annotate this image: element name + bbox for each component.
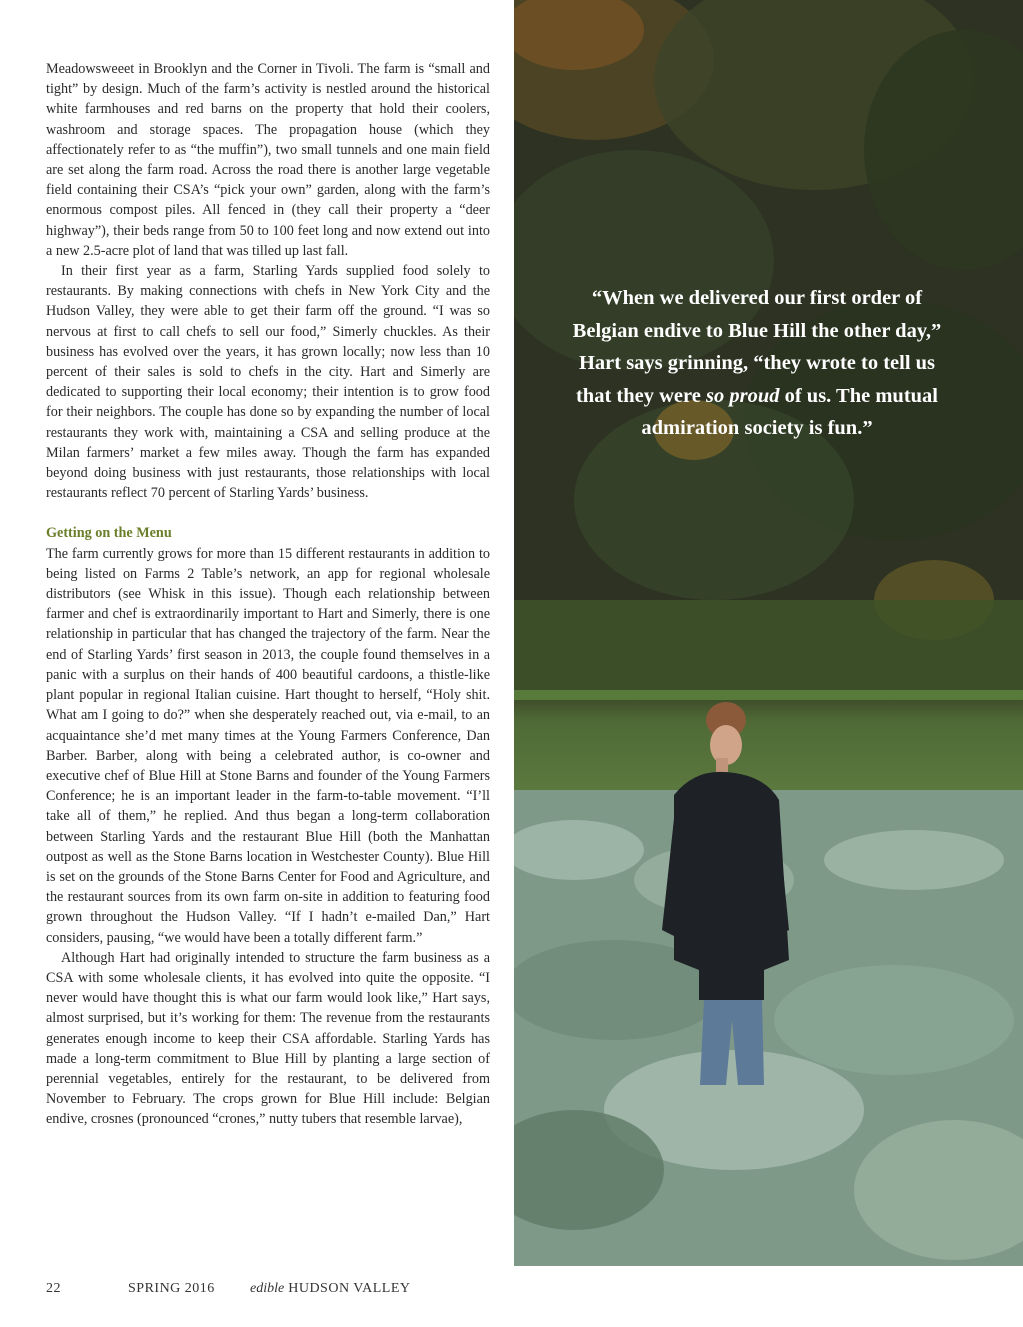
paragraph: The farm currently grows for more than 15 different restaurants in addition to being listed on Farms 2 Table’s network, an app for regional wholesale distributors (see Whisk in this issue). Though each relationship between farmer and chef is extraordinarily important to Hart and Simerly, there is one relationship in particular that has changed the trajectory of the farm. Near the end of Starling Yards’ first season in 2013, the couple found themselves in a panic with a surplus on their hands of 400 beautiful cardoons, a thistle-like plant popular in regional Italian cuisine. Hart thought to herself, “Holy shit. What am I going to do?” when she desperately reached out, via e-mail, to an acquaintance she’d met many times at the Young Farmers Conference, Dan Barber. Barber, along with being a celebrated author, is co-owner and executive chef of Blue Hill at Stone Barns and founder of the Young Farmers Conference; he is an important leader in the farm-to-table movement. “I’ll take all of them,” he replied. And thus began a long-term collaboration between Starling Yards and the restaurant Blue Hill (both the Manhattan outpost as well as the Stone Barns location in Westchester County). Blue Hill is set on the grounds of the Stone Barns Center for Food and Agriculture, and the restaurant sources from its own farm on-site in addition to featuring food grown throughout the Hudson Valley. “If I hadn’t e-mailed Dan,” Hart considers, pausing, “we would have been a totally different farm.” (46, 545, 490, 946)
magazine-name-text: HUDSON VALLEY (288, 1281, 411, 1296)
article-body (46, 59, 490, 1130)
section-heading: Getting on the Menu (46, 525, 172, 542)
pull-quote (572, 282, 942, 445)
pull-quote-emphasis: so proud (705, 384, 780, 407)
pull-quote-text-end: of us. The mutual admiration society is fun.” (641, 384, 939, 439)
magazine-name-italic: edible (250, 1281, 285, 1296)
magazine-name (250, 1281, 411, 1297)
paragraph: Although Hart had originally intended to structure the farm business as a CSA with some wholesale clients, it has evolved into quite the opposite. “I never would have thought this is what our farm would look like,” Hart says, almost surprised, but it’s working for them: The revenue from the restaurants generates enough income to keep their CSA affordable. Starling Yards has made a long-term commitment to Blue Hill by planting a large section of perennial vegetables, entirely for the restaurant, to be delivered from November to February. The crops grown for Blue Hill include: Belgian endive, crosnes (pronounced “crones,” nutty tubers that resemble larvae), (46, 949, 490, 1128)
farmer-figure (604, 700, 804, 1100)
paragraph: In their first year as a farm, Starling Yards supplied food solely to restaurants. By making connections with chefs in New York City and the Hudson Valley, they were able to get their farm off the ground. “I was so nervous at first to call chefs to sell our food,” Simerly chuckles. As their business has evolved over the years, it has grown locally; now less than 10 percent of their sales is sold to chefs in the city. Hart and Simerly are dedicated to supporting their local economy; their intention is to grow food for their neighbors. The couple has done so by expanding the number of local restaurants they work with, maintaining a CSA and selling produce at the Milan farmers’ market a few miles away. Though the farm has expanded beyond doing business with just restaurants, those relationships with local restaurants reflect 70 percent of Starling Yards’ business. (46, 263, 490, 502)
issue-season: SPRING 2016 (128, 1281, 215, 1296)
paragraph: Meadowsweeet in Brooklyn and the Corner in Tivoli. The farm is “small and tight” by design. Much of the farm’s activity is nestled around the historical white farmhouses and red barns on the property that hold their coolers, washroom and storage spaces. The propagation house (which they affectionately refer to as “the muffin”), two small tunnels and one main field are set along the farm road. Across the road there is another large vegetable field containing their CSA’s “pick your own” garden, along with the farm’s enormous compost piles. All fenced in (they call their property a “deer highway”), their beds range from 50 to 100 feet long and now extend out into a new 2.5-acre plot of land that was tilled up last fall. (46, 61, 490, 259)
pull-quote-text: “When we delivered our first order of Belgian endive to Blue Hill the other day,” Hart says grinning, “they wrote to tell us that they were (572, 287, 942, 407)
farm-photo (514, 0, 1023, 1266)
page-number: 22 (46, 1281, 61, 1296)
